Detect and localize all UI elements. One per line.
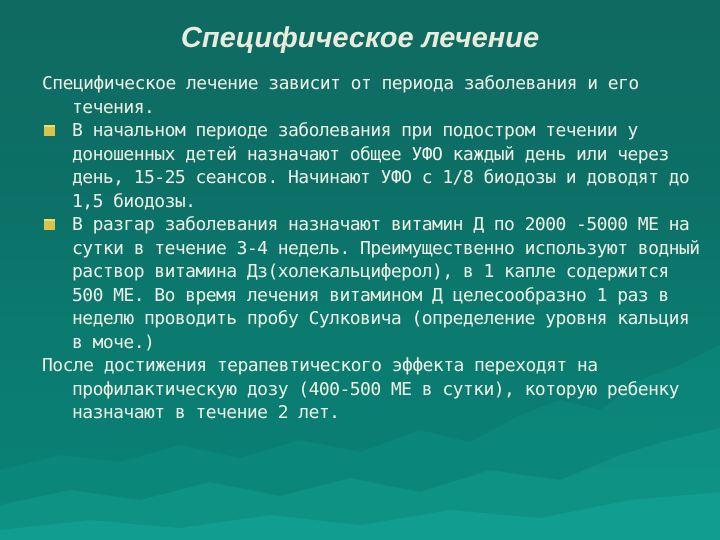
slide-title: Специфическое лечение: [180, 22, 540, 54]
square-bullet-icon: [44, 125, 55, 136]
intro-paragraph: Специфическое лечение зависит от периода заболевания и его течения.: [42, 73, 639, 118]
bullet-item-uv-therapy: [42, 119, 702, 213]
bullet-text-vitamin-d: В разгар заболевания назначают витамин Д по 2000 -5000 МЕ на сутки в течение 3-4 недель. Преимущественно используют водный раствор витамина Дз(холекальциферол), в 1 капле содержится 500 МЕ. Во время лечения витамином Д целесообразно 1 раз в неделю проводить пробу Сулковича (определение уровня кальция в моче.): [72, 214, 700, 353]
bullet-text-uv-therapy: В начальном периоде заболевания при подостром течении у доношенных детей назначают общее УФО каждый день или через день, 15-25 сеансов. Начинают УФО с 1/8 биодозы и доводят до 1,5 биодозы.: [72, 120, 690, 212]
conclusion-paragraph: После достижения терапевтического эффекта переходят на профилактическую дозу (400-500 МЕ в сутки), которую ребенку назначают в течение 2 лет.: [42, 355, 679, 423]
bullet-item-vitamin-d: [42, 213, 702, 354]
square-bullet-icon: [44, 219, 55, 230]
slide-body: [42, 72, 702, 425]
